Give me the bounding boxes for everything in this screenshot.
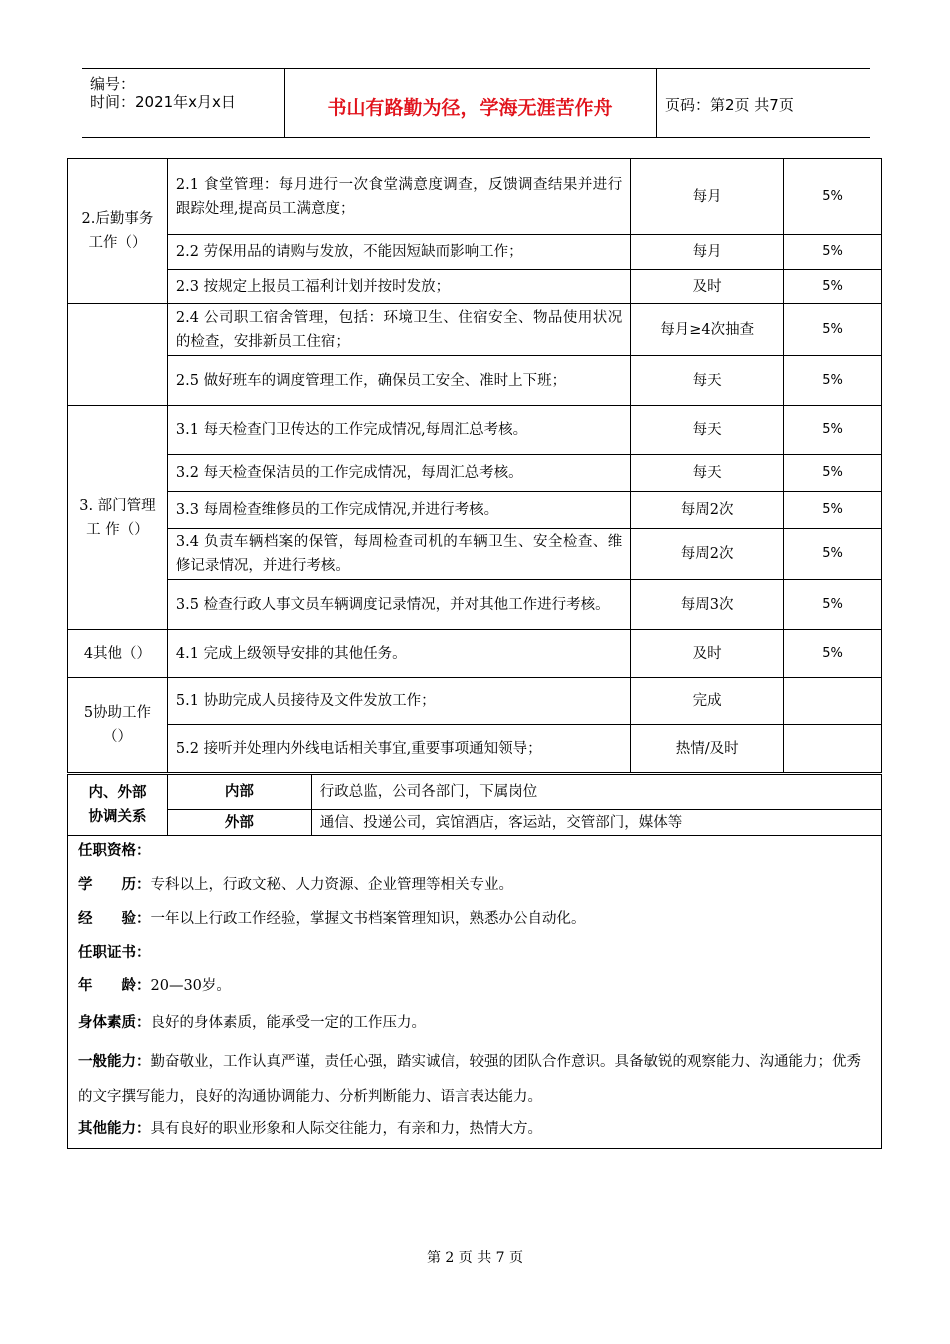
duty-weight	[784, 725, 882, 773]
qualification-label: 学 历：	[78, 877, 151, 893]
page-header	[82, 68, 870, 138]
document-date-label: 时间：2021年x月x日	[90, 93, 236, 111]
qualification-row	[78, 907, 871, 931]
table-row	[68, 455, 882, 492]
qualification-text: 具有良好的职业形象和人际交往能力，有亲和力，热情大方。	[150, 1121, 542, 1137]
duty-frequency: 及时	[631, 630, 784, 678]
qualifications-section	[67, 835, 882, 1149]
qualification-text: 良好的身体素质，能承受一定的工作压力。	[150, 1015, 426, 1031]
duty-frequency: 每周3次	[631, 580, 784, 630]
internal-value: 行政总监，公司各部门，下属岗位	[311, 775, 881, 810]
duty-description: 2.2 劳保用品的请购与发放，不能因短缺而影响工作；	[167, 235, 630, 270]
table-row	[68, 810, 882, 836]
table-row	[68, 775, 882, 810]
duty-description: 3.4 负责车辆档案的保管，每周检查司机的车辆卫生、安全检查、维修记录情况，并进行考核。	[167, 529, 630, 580]
duty-frequency: 完成	[631, 678, 784, 725]
external-value: 通信、投递公司，宾馆酒店，客运站，交管部门，媒体等	[311, 810, 881, 836]
duty-description: 5.2 接听并处理内外线电话相关事宜,重要事项通知领导；	[167, 725, 630, 773]
table-row	[68, 304, 882, 356]
duty-weight: 5%	[784, 270, 882, 304]
table-row	[68, 630, 882, 678]
qualification-label: 身体素质：	[78, 1015, 151, 1031]
duty-weight: 5%	[784, 356, 882, 406]
table-row	[68, 725, 882, 773]
page-footer: 第 2 页 共 7 页	[426, 1250, 524, 1266]
table-row	[68, 159, 882, 235]
qualification-text: 20—30岁。	[150, 978, 231, 994]
qualification-label: 一般能力：	[78, 1054, 151, 1070]
duty-weight	[784, 678, 882, 725]
duty-description: 3.5 检查行政人事文员车辆调度记录情况，并对其他工作进行考核。	[167, 580, 630, 630]
qualification-text: 一年以上行政工作经验，掌握文书档案管理知识，熟悉办公自动化。	[150, 911, 586, 927]
duty-frequency: 每月	[631, 159, 784, 235]
duty-description: 2.4 公司职工宿舍管理，包括：环境卫生、住宿安全、物品使用状况的检查，安排新员工住宿；	[167, 304, 630, 356]
duty-description: 2.5 做好班车的调度管理工作，确保员工安全、准时上下班；	[167, 356, 630, 406]
category-cell: 2.后勤事务工作（）	[68, 159, 168, 304]
qualification-row	[78, 941, 871, 965]
duty-frequency: 热情/及时	[631, 725, 784, 773]
qualification-row	[78, 974, 871, 998]
duty-description: 3.3 每周检查维修员的工作完成情况,并进行考核。	[167, 492, 630, 529]
table-row	[68, 678, 882, 725]
qualification-label: 经 验：	[78, 911, 151, 927]
qualification-row	[78, 1117, 871, 1141]
duty-frequency: 每月≥4次抽查	[631, 304, 784, 356]
duty-description: 2.1 食堂管理：每月进行一次食堂满意度调查，反馈调查结果并进行跟踪处理,提高员工满意度；	[167, 159, 630, 235]
table-row	[68, 235, 882, 270]
duty-weight: 5%	[784, 455, 882, 492]
duty-frequency: 每周2次	[631, 492, 784, 529]
relations-table	[67, 774, 882, 836]
qualification-text: 专科以上，行政文秘、人力资源、企业管理等相关专业。	[150, 877, 513, 893]
duty-description: 3.2 每天检查保洁员的工作完成情况，每周汇总考核。	[167, 455, 630, 492]
header-meta-cell	[82, 69, 285, 137]
header-page-info: 页码：第2页 共7页	[665, 96, 794, 114]
duty-weight: 5%	[784, 492, 882, 529]
duty-frequency: 每周2次	[631, 529, 784, 580]
duty-frequency: 每月	[631, 235, 784, 270]
table-row	[68, 270, 882, 304]
qualification-row	[78, 1045, 871, 1115]
relations-title: 内、外部协调关系	[68, 775, 168, 836]
header-motto-cell	[284, 69, 657, 137]
table-row	[68, 492, 882, 529]
table-row	[68, 529, 882, 580]
duty-description: 3.1 每天检查门卫传达的工作完成情况,每周汇总考核。	[167, 406, 630, 455]
duty-frequency: 及时	[631, 270, 784, 304]
table-row	[68, 406, 882, 455]
qualification-row	[78, 1011, 871, 1035]
duty-weight: 5%	[784, 529, 882, 580]
document-number-label: 编号：	[90, 75, 136, 93]
duty-frequency: 每天	[631, 356, 784, 406]
qualification-label: 年 龄：	[78, 978, 151, 994]
qualification-text: 勤奋敬业，工作认真严谨，责任心强，踏实诚信，较强的团队合作意识。具备敏锐的观察能力、沟通能力；优秀的文字撰写能力，良好的沟通协调能力、分析判断能力、语言表达能力。	[78, 1054, 861, 1105]
table-row	[68, 580, 882, 630]
header-page-cell	[657, 69, 870, 137]
category-cell: 4其他（）	[68, 630, 168, 678]
category-cell	[68, 304, 168, 406]
duty-weight: 5%	[784, 159, 882, 235]
duty-weight: 5%	[784, 580, 882, 630]
duty-description: 2.3 按规定上报员工福利计划并按时发放；	[167, 270, 630, 304]
header-motto: 书山有路勤为径，学海无涯苦作舟	[327, 97, 613, 119]
duty-description: 5.1 协助完成人员接待及文件发放工作；	[167, 678, 630, 725]
duty-weight: 5%	[784, 406, 882, 455]
duty-description: 4.1 完成上级领导安排的其他任务。	[167, 630, 630, 678]
qualification-label: 任职证书：	[78, 945, 151, 961]
internal-label: 内部	[167, 775, 311, 810]
qualification-row	[78, 873, 871, 897]
duty-frequency: 每天	[631, 406, 784, 455]
category-cell: 5协助工作（）	[68, 678, 168, 773]
table-row	[68, 356, 882, 406]
duty-weight: 5%	[784, 304, 882, 356]
duty-frequency: 每天	[631, 455, 784, 492]
external-label: 外部	[167, 810, 311, 836]
qualification-row	[78, 839, 871, 863]
duty-weight: 5%	[784, 630, 882, 678]
qualification-label: 任职资格：	[78, 843, 151, 859]
category-cell: 3. 部门管理 工 作（）	[68, 406, 168, 630]
duties-table	[67, 158, 882, 773]
qualification-label: 其他能力：	[78, 1121, 151, 1137]
duty-weight: 5%	[784, 235, 882, 270]
